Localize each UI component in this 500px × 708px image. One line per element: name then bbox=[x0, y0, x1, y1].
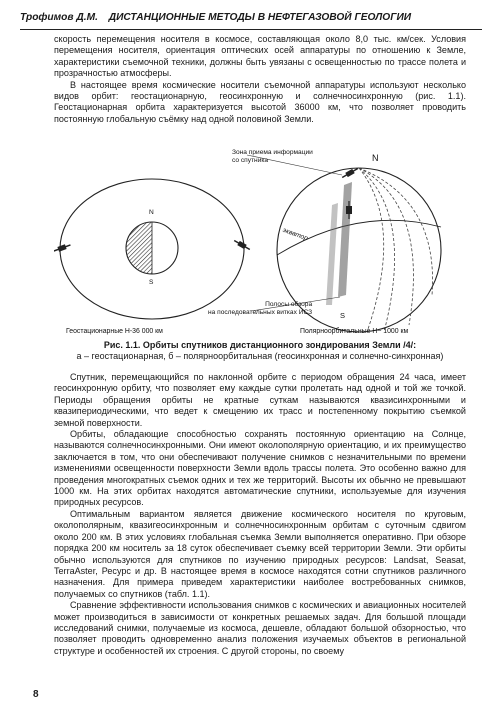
paragraph: Сравнение эффективности использования снимков с космических и авиационных носителей может производиться в зависимости от конкретных решаемых задач. Для большой площади исследований снимки, получаемые из космоса, дешевле, обладают большой обзорностью, что позволяет проводить одновременно анализ положения изучаемых объектов в региональной структуре и особенностей их строения. С другой стороны, по своему bbox=[54, 600, 466, 656]
satellite-icon bbox=[54, 243, 71, 254]
header-rule bbox=[20, 29, 482, 30]
header-author: Трофимов Д.М. bbox=[20, 12, 98, 23]
label-reception-zone: Зона приема информации со спутника bbox=[232, 149, 313, 164]
paragraph: Орбиты, обладающие способностью сохранять постоянную ориентацию на Солнце, называются солнечносинхронными. Они имеют околополярную ориентацию, и их преимущество заключается в том, что они обеспечивают получение снимков с незначительными по времени изменениями освещенности поверхности Земли вдоль трассы полета. Это особенно важно для проведения многократных съемок одних и тех же территорий. Высоты их обычно не превышают 1000 км. На этих орбитах находятся автоматические спутники, используемые для изучения природных ресурсов. bbox=[54, 429, 466, 508]
paragraph: скорость перемещения носителя в космосе, составляющая около 8,0 тыс. км/сек. Условия перемещения носителя, ориентация оптических осей аппаратуры по отношению к Земле, характеристики съемочной техники, должны быть увязаны с освещенностью по трассе полета и прозрачностью атмосферы. bbox=[54, 34, 466, 79]
paragraph: Оптимальным вариантом является движение космического носителя по круговым, околополярным, квазигеосинхронным и солнечносинхронным орбитам с суточным сдвигом около 200 км. В этих условиях глобальная съемка Земли выполняется оперативно. При обзоре порядка 200 км носитель за 18 суток обеспечивает съемку всей территории Земли. Эти орбиты обычно используются для спутников по изучению природных ресурсов: Landsat, Seasat, TerraAster, Ресурс и др. В настоящее время в космосе находятся сотни спутников различного назначения. Для примера приведем характеристики наиболее востребованных снимков, получаемых со спутников (табл. 1.1). bbox=[54, 508, 466, 599]
label-s-right: S bbox=[340, 311, 346, 320]
figure-orbits bbox=[54, 145, 466, 342]
caption-subtitle: а – геостационарная, б – полярноорбитальная (геосинхронная и солнечно-синхронная) bbox=[76, 350, 444, 361]
label-n-right: N bbox=[372, 153, 379, 163]
figure-caption bbox=[54, 340, 466, 361]
label-n-left: N bbox=[149, 209, 154, 216]
paragraph: В настоящее время космические носители съемочной аппаратуры используют несколько видов орбит: геостационарную, геосинхронную и солнечносинхронную (рис. 1.1). Геостационарная орбита характеризуется высотой 36000 км, что позволяет проводить постоянную глобальную съёмку над одной половиной Земли. bbox=[54, 79, 466, 124]
left-diagram-caption: Геостационарные Н-36 000 км bbox=[66, 328, 163, 335]
body-bottom bbox=[54, 372, 466, 657]
caption-title: Рис. 1.1. Орбиты спутников дистанционного зондирования Земли /4/: bbox=[103, 340, 417, 350]
label-equator: экватор bbox=[281, 226, 309, 243]
swath-strip bbox=[338, 182, 352, 297]
label-s-left: S bbox=[149, 279, 154, 286]
label-swath: Полосы обзора на последовательных витках ИСЗ bbox=[208, 301, 313, 316]
page-number: 8 bbox=[33, 689, 39, 700]
paragraph: Спутник, перемещающийся по наклонной орбите с периодом обращения 24 часа, имеет геосинхронную орбиту, что позволяет ему каждые сутки пролетать над одной и той же точкой. Периоды обращения орбиты не кратные суткам называются квазисинхронными и квазипериодическими, что ведет к смещению их трасс и постепенному покрытию съемкой земной поверхности. bbox=[54, 372, 466, 428]
right-diagram-caption: Полярноорбитальные Н~ 1000 км bbox=[300, 328, 409, 335]
satellite-icon bbox=[233, 238, 251, 251]
running-header bbox=[20, 12, 482, 26]
body-top bbox=[54, 34, 466, 125]
header-title: ДИСТАНЦИОННЫЕ МЕТОДЫ В НЕФТЕГАЗОВОЙ ГЕОЛОГИИ bbox=[108, 12, 412, 23]
swath-strip bbox=[326, 203, 338, 305]
